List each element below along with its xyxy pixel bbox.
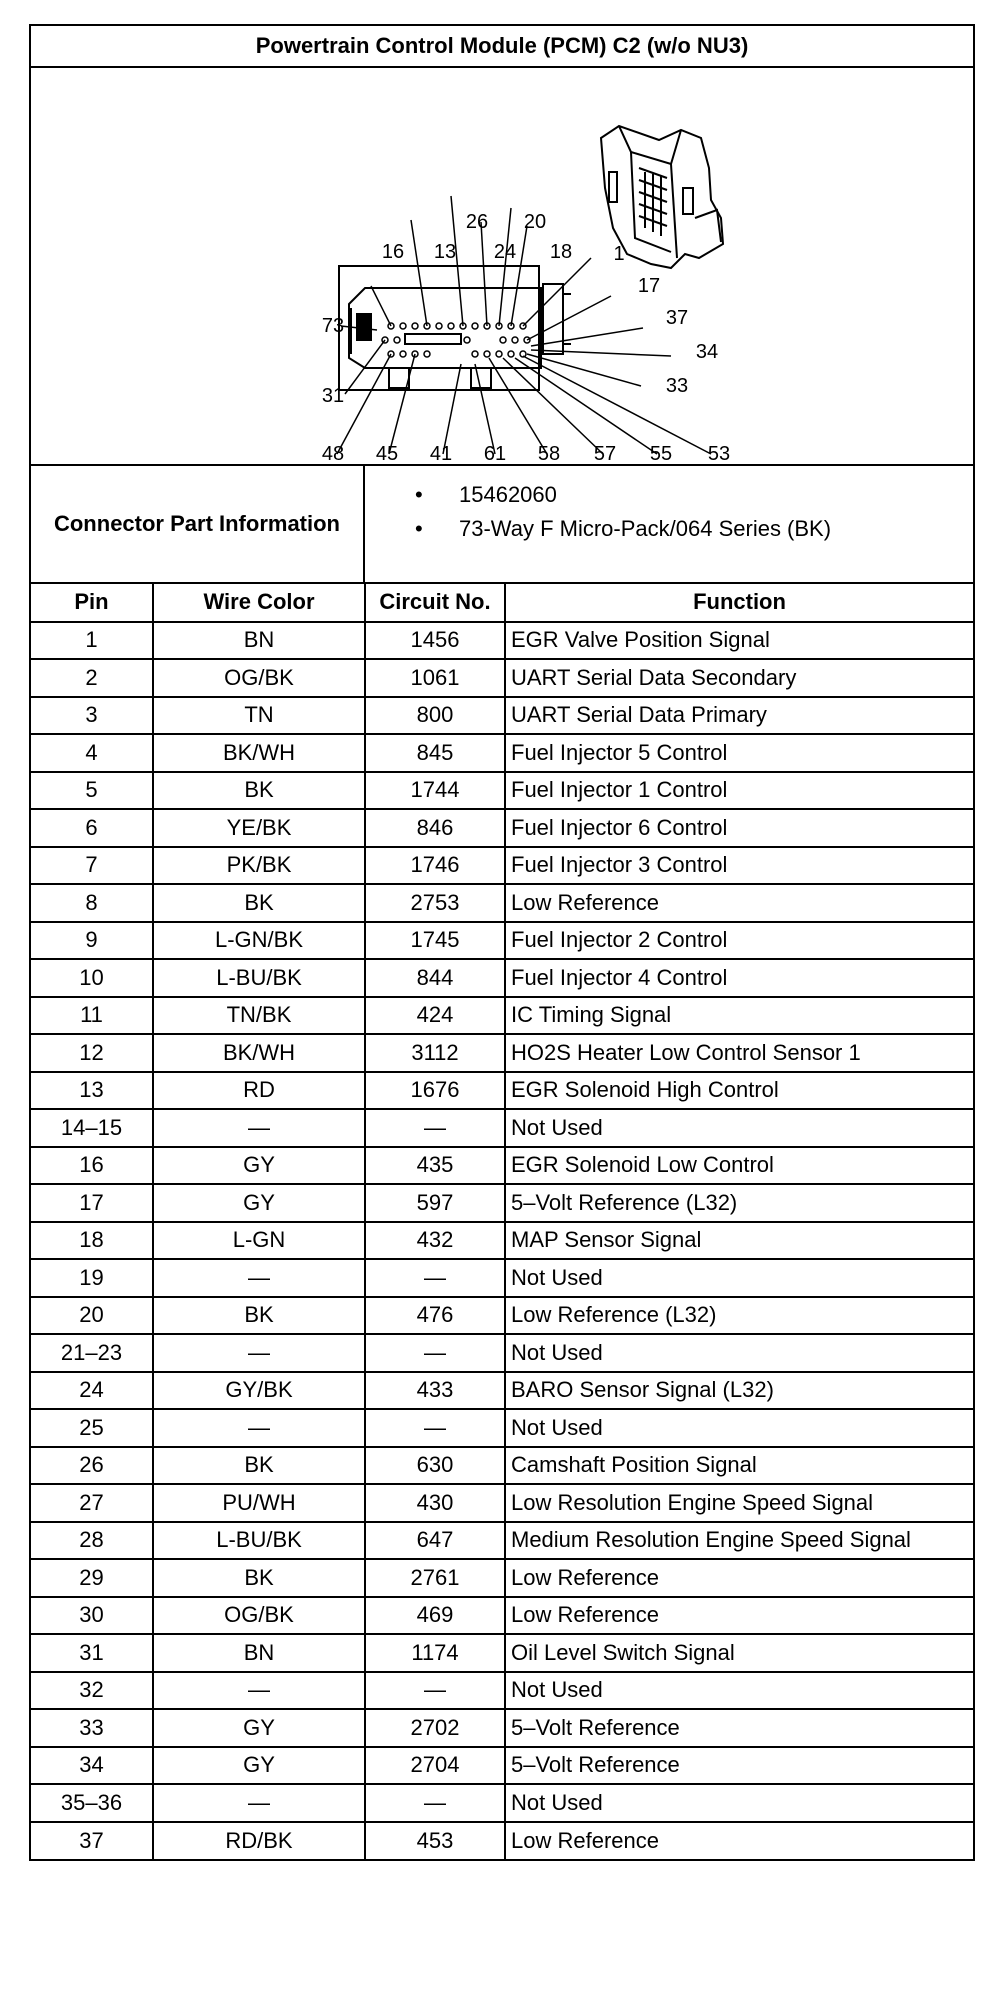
table-row [31,1334,973,1372]
function-cell: EGR Solenoid High Control [505,1072,973,1110]
table-row [31,1822,973,1860]
circuit-no-cell: — [365,1672,505,1710]
pin-cell: 21–23 [31,1334,153,1372]
circuit-no-cell: 435 [365,1147,505,1185]
circuit-no-cell: — [365,1334,505,1372]
pin-cell: 3 [31,697,153,735]
page-title: Powertrain Control Module (PCM) C2 (w/o NU3) [31,26,973,68]
pin-label: 31 [321,385,345,407]
pin-cell: 31 [31,1634,153,1672]
function-cell: Not Used [505,1109,973,1147]
connector-drawing [31,68,973,464]
function-cell: 5–Volt Reference [505,1709,973,1747]
function-cell: Low Resolution Engine Speed Signal [505,1484,973,1522]
function-cell: Medium Resolution Engine Speed Signal [505,1522,973,1560]
circuit-no-cell: 845 [365,734,505,772]
function-cell: Not Used [505,1672,973,1710]
function-cell: Low Reference [505,1597,973,1635]
table-row [31,1634,973,1672]
wire-color-cell: GY/BK [153,1372,365,1410]
pin-rows [31,622,973,1860]
header-circuit-no: Circuit No. [365,584,505,622]
connector-description: • 73-Way F Micro-Pack/064 Series (BK) [415,512,973,546]
table-row [31,1409,973,1447]
pin-cell: 1 [31,622,153,660]
wire-color-cell: L-BU/BK [153,959,365,997]
pin-cell: 8 [31,884,153,922]
wire-color-cell: — [153,1334,365,1372]
circuit-no-cell: — [365,1259,505,1297]
pin-cell: 25 [31,1409,153,1447]
pin-label: 48 [321,443,345,464]
pin-cell: 35–36 [31,1784,153,1822]
wire-color-cell: GY [153,1147,365,1185]
wire-color-cell: — [153,1259,365,1297]
function-cell: Not Used [505,1409,973,1447]
wire-color-cell: BK/WH [153,734,365,772]
circuit-no-cell: 2704 [365,1747,505,1785]
pin-cell: 19 [31,1259,153,1297]
table-row [31,1672,973,1710]
pin-cell: 34 [31,1747,153,1785]
function-cell: UART Serial Data Secondary [505,659,973,697]
circuit-no-cell: 1676 [365,1072,505,1110]
circuit-no-cell: 476 [365,1297,505,1335]
circuit-no-cell: — [365,1409,505,1447]
pin-cell: 9 [31,922,153,960]
function-cell: Low Reference (L32) [505,1297,973,1335]
circuit-no-cell: 1745 [365,922,505,960]
table-row [31,959,973,997]
function-cell: 5–Volt Reference [505,1747,973,1785]
table-row [31,622,973,660]
table-row [31,922,973,960]
table-row [31,809,973,847]
circuit-no-cell: — [365,1784,505,1822]
function-cell: Oil Level Switch Signal [505,1634,973,1672]
circuit-no-cell: 3112 [365,1034,505,1072]
wire-color-cell: BK [153,1559,365,1597]
table-row [31,1034,973,1072]
circuit-no-cell: 630 [365,1447,505,1485]
pin-cell: 10 [31,959,153,997]
pin-label: 16 [381,241,405,263]
connector-diagram [31,68,973,466]
part-number: • 15462060 [415,478,973,512]
table-row [31,1372,973,1410]
pin-cell: 2 [31,659,153,697]
pin-cell: 32 [31,1672,153,1710]
pin-label: 34 [695,341,719,363]
wire-color-cell: YE/BK [153,809,365,847]
circuit-no-cell: 433 [365,1372,505,1410]
pin-cell: 33 [31,1709,153,1747]
wire-color-cell: GY [153,1747,365,1785]
wire-color-cell: BK [153,884,365,922]
table-row [31,1297,973,1335]
function-cell: EGR Solenoid Low Control [505,1147,973,1185]
pin-cell: 12 [31,1034,153,1072]
wire-color-cell: BK [153,1447,365,1485]
table-row [31,1522,973,1560]
wire-color-cell: GY [153,1709,365,1747]
function-cell: BARO Sensor Signal (L32) [505,1372,973,1410]
circuit-no-cell: 424 [365,997,505,1035]
pin-table [31,584,973,1859]
function-cell: Fuel Injector 2 Control [505,922,973,960]
pin-label: 26 [465,211,489,233]
part-info-label: Connector Part Information [31,466,365,582]
circuit-no-cell: 846 [365,809,505,847]
wire-color-cell: BN [153,1634,365,1672]
circuit-no-cell: 2761 [365,1559,505,1597]
wire-color-cell: TN/BK [153,997,365,1035]
table-row [31,1747,973,1785]
pin-label: 1 [613,243,625,265]
function-cell: Low Reference [505,884,973,922]
function-cell: Fuel Injector 4 Control [505,959,973,997]
function-cell: Low Reference [505,1822,973,1860]
function-cell: Not Used [505,1334,973,1372]
pin-label: 24 [493,241,517,263]
circuit-no-cell: 647 [365,1522,505,1560]
function-cell: 5–Volt Reference (L32) [505,1184,973,1222]
wire-color-cell: PK/BK [153,847,365,885]
circuit-no-cell: 432 [365,1222,505,1260]
table-row [31,1072,973,1110]
wire-color-cell: RD [153,1072,365,1110]
wire-color-cell: GY [153,1184,365,1222]
part-info-list [365,466,973,582]
wire-color-cell: L-GN [153,1222,365,1260]
function-cell: Not Used [505,1259,973,1297]
pin-cell: 37 [31,1822,153,1860]
table-row [31,697,973,735]
wire-color-cell: BK [153,772,365,810]
wire-color-cell: OG/BK [153,1597,365,1635]
pin-cell: 30 [31,1597,153,1635]
circuit-no-cell: 1174 [365,1634,505,1672]
function-cell: HO2S Heater Low Control Sensor 1 [505,1034,973,1072]
wire-color-cell: — [153,1109,365,1147]
function-cell: Fuel Injector 1 Control [505,772,973,810]
pin-cell: 29 [31,1559,153,1597]
circuit-no-cell: 1746 [365,847,505,885]
function-cell: Low Reference [505,1559,973,1597]
table-row [31,1147,973,1185]
function-cell: Not Used [505,1784,973,1822]
wire-color-cell: BK [153,1297,365,1335]
pin-label: 13 [433,241,457,263]
wire-color-cell: — [153,1409,365,1447]
function-cell: Fuel Injector 5 Control [505,734,973,772]
pin-label: 41 [429,443,453,464]
pin-label: 45 [375,443,399,464]
pin-cell: 26 [31,1447,153,1485]
pin-cell: 20 [31,1297,153,1335]
table-row [31,659,973,697]
table-row [31,1222,973,1260]
wire-color-cell: OG/BK [153,659,365,697]
circuit-no-cell: 1061 [365,659,505,697]
wire-color-cell: L-GN/BK [153,922,365,960]
table-row [31,884,973,922]
pin-label: 18 [549,241,573,263]
pin-cell: 24 [31,1372,153,1410]
pin-cell: 14–15 [31,1109,153,1147]
function-cell: UART Serial Data Primary [505,697,973,735]
wire-color-cell: BN [153,622,365,660]
pin-cell: 28 [31,1522,153,1560]
circuit-no-cell: 453 [365,1822,505,1860]
wire-color-cell: PU/WH [153,1484,365,1522]
pin-cell: 16 [31,1147,153,1185]
pin-cell: 11 [31,997,153,1035]
circuit-no-cell: 2702 [365,1709,505,1747]
table-row [31,1184,973,1222]
pin-label: 20 [523,211,547,233]
circuit-no-cell: — [365,1109,505,1147]
table-row [31,1597,973,1635]
pin-cell: 6 [31,809,153,847]
pin-label: 61 [483,443,507,464]
wire-color-cell: TN [153,697,365,735]
function-cell: Fuel Injector 6 Control [505,809,973,847]
header-function: Function [505,584,973,622]
table-row [31,1447,973,1485]
pin-label: 37 [665,307,689,329]
table-row [31,997,973,1035]
connector-part-info [31,466,973,584]
pin-cell: 7 [31,847,153,885]
function-cell: MAP Sensor Signal [505,1222,973,1260]
pin-label: 33 [665,375,689,397]
pin-cell: 18 [31,1222,153,1260]
pin-label: 53 [707,443,731,464]
wire-color-cell: BK/WH [153,1034,365,1072]
pin-cell: 13 [31,1072,153,1110]
circuit-no-cell: 1744 [365,772,505,810]
pinout-sheet [29,24,975,1861]
pin-label: 57 [593,443,617,464]
pin-cell: 5 [31,772,153,810]
circuit-no-cell: 597 [365,1184,505,1222]
pin-cell: 27 [31,1484,153,1522]
circuit-no-cell: 1456 [365,622,505,660]
pin-label: 58 [537,443,561,464]
wire-color-cell: — [153,1672,365,1710]
pin-label: 55 [649,443,673,464]
table-row [31,772,973,810]
pin-cell: 17 [31,1184,153,1222]
circuit-no-cell: 2753 [365,884,505,922]
table-row [31,1784,973,1822]
wire-color-cell: L-BU/BK [153,1522,365,1560]
function-cell: EGR Valve Position Signal [505,622,973,660]
function-cell: Camshaft Position Signal [505,1447,973,1485]
wire-color-cell: RD/BK [153,1822,365,1860]
table-row [31,1709,973,1747]
table-row [31,1559,973,1597]
header-wire-color: Wire Color [153,584,365,622]
circuit-no-cell: 844 [365,959,505,997]
table-row [31,1259,973,1297]
function-cell: Fuel Injector 3 Control [505,847,973,885]
circuit-no-cell: 469 [365,1597,505,1635]
table-header-row [31,584,973,622]
header-pin: Pin [31,584,153,622]
pin-label: 73 [321,315,345,337]
circuit-no-cell: 430 [365,1484,505,1522]
table-row [31,847,973,885]
table-row [31,1109,973,1147]
pin-label: 17 [637,275,661,297]
function-cell: IC Timing Signal [505,997,973,1035]
pin-cell: 4 [31,734,153,772]
circuit-no-cell: 800 [365,697,505,735]
wire-color-cell: — [153,1784,365,1822]
table-row [31,1484,973,1522]
table-row [31,734,973,772]
